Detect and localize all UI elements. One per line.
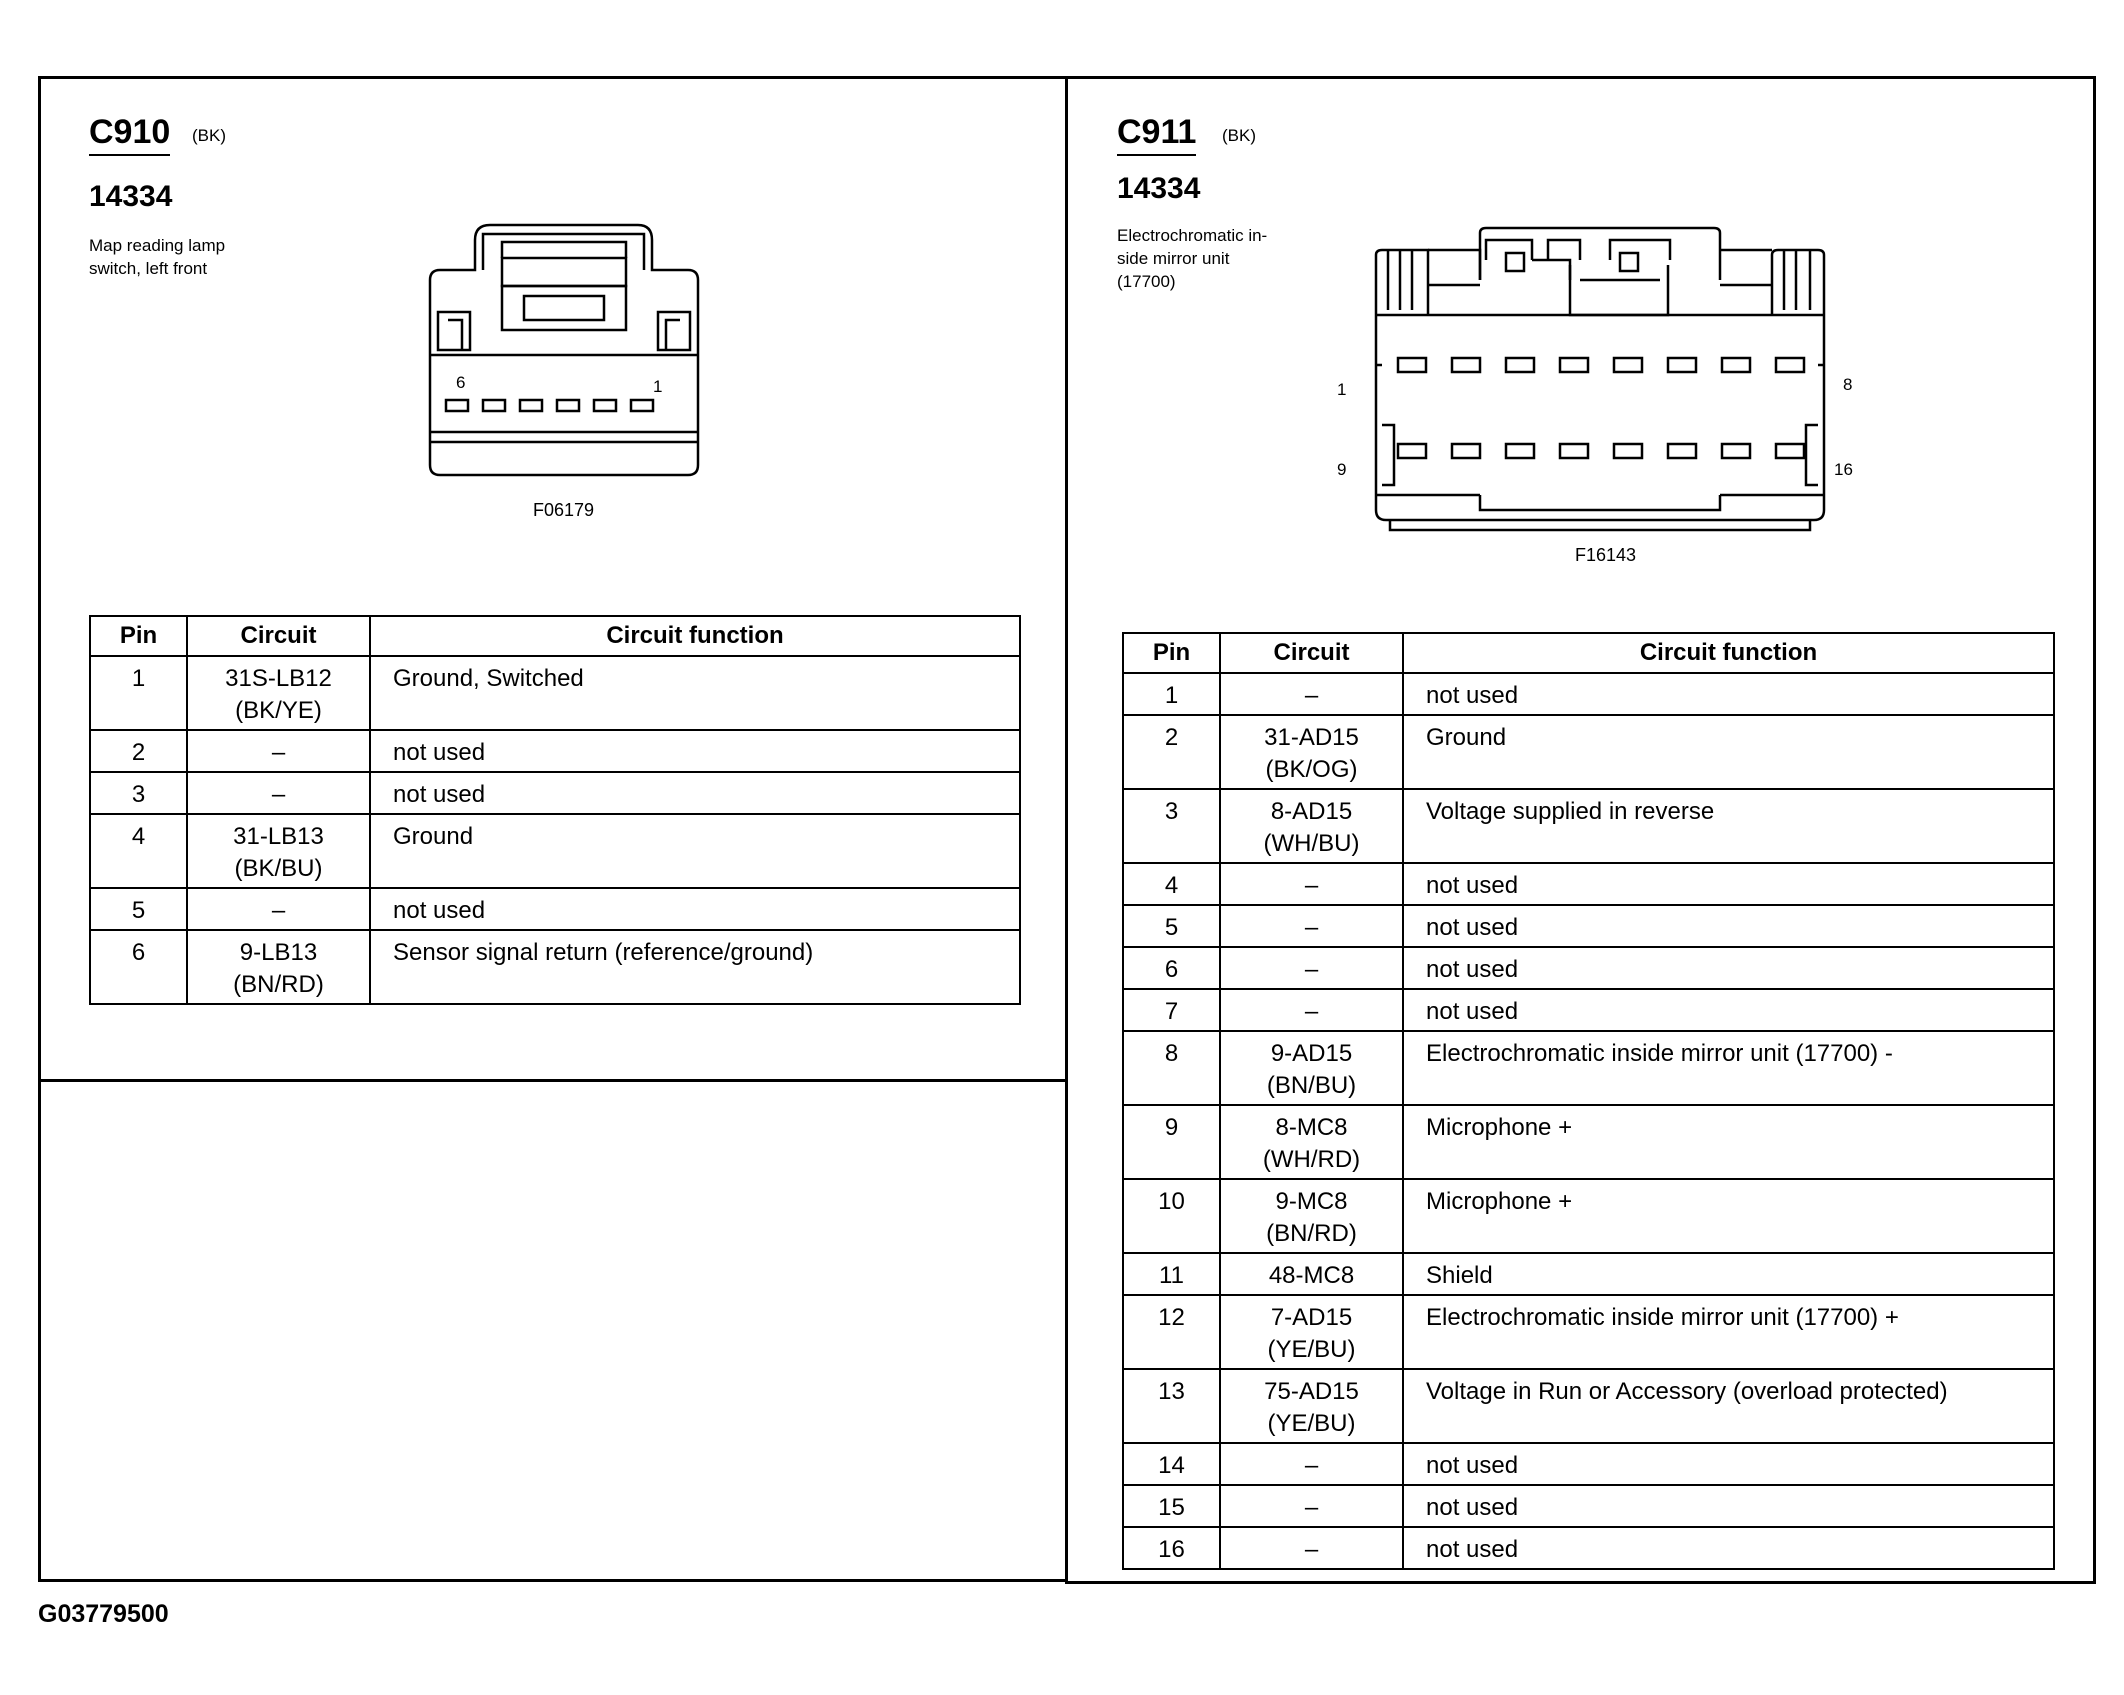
table-row <box>1123 715 2054 789</box>
c911-description: Electrochromatic in- side mirror unit (17700) <box>1117 226 1268 291</box>
table-row <box>90 730 1020 772</box>
c911-connector-id: C911 <box>1117 112 1196 156</box>
header-circuit: Circuit <box>1220 633 1403 673</box>
circuit-cell: 8-AD15 (WH/BU) <box>1220 789 1403 863</box>
function-cell: not used <box>1403 1527 2054 1569</box>
c911-pin-table <box>1122 632 2055 1570</box>
table-row <box>1123 1369 2054 1443</box>
pin-cell: 8 <box>1123 1031 1220 1105</box>
pin-cell: 6 <box>90 930 187 1004</box>
function-cell: Electrochromatic inside mirror unit (17700) - <box>1403 1031 2054 1105</box>
circuit-cell: 7-AD15 (YE/BU) <box>1220 1295 1403 1369</box>
function-cell: not used <box>1403 1485 2054 1527</box>
pin-cell: 2 <box>90 730 187 772</box>
header-pin: Pin <box>1123 633 1220 673</box>
c911-part-number: 14334 <box>1117 172 1201 205</box>
header-circuit-function: Circuit function <box>370 616 1020 656</box>
circuit-cell: 75-AD15 (YE/BU) <box>1220 1369 1403 1443</box>
pin-cell: 3 <box>90 772 187 814</box>
pin-cell: 15 <box>1123 1485 1220 1527</box>
pin-cell: 4 <box>1123 863 1220 905</box>
function-cell: not used <box>1403 1443 2054 1485</box>
pin-cell: 6 <box>1123 947 1220 989</box>
circuit-cell: – <box>1220 1527 1403 1569</box>
header-circuit-function: Circuit function <box>1403 633 2054 673</box>
c910-part-number: 14334 <box>89 180 173 213</box>
function-cell: not used <box>1403 673 2054 715</box>
circuit-cell: – <box>187 772 370 814</box>
circuit-cell: – <box>1220 673 1403 715</box>
circuit-cell: 31-LB13 (BK/BU) <box>187 814 370 888</box>
function-cell: Ground, Switched <box>370 656 1020 730</box>
circuit-cell: – <box>1220 989 1403 1031</box>
table-row <box>90 772 1020 814</box>
table-row <box>1123 863 2054 905</box>
table-row <box>1123 989 2054 1031</box>
c910-connector-color: (BK) <box>192 126 226 145</box>
function-cell: not used <box>1403 905 2054 947</box>
table-row <box>1123 1031 2054 1105</box>
circuit-cell: 9-AD15 (BN/BU) <box>1220 1031 1403 1105</box>
table-row <box>1123 905 2054 947</box>
circuit-cell: 8-MC8 (WH/RD) <box>1220 1105 1403 1179</box>
pin-cell: 16 <box>1123 1527 1220 1569</box>
pin-cell: 11 <box>1123 1253 1220 1295</box>
circuit-cell: – <box>187 888 370 930</box>
table-row <box>1123 1105 2054 1179</box>
c910-pin-table <box>89 615 1021 1005</box>
c911-pin-label-9: 9 <box>1337 460 1347 479</box>
empty-panel <box>38 1079 1068 1582</box>
table-row <box>1123 1527 2054 1569</box>
pin-cell: 10 <box>1123 1179 1220 1253</box>
c910-pin-label-1: 1 <box>653 377 663 396</box>
c911-connector-color: (BK) <box>1222 126 1256 145</box>
c910-connector-diagram <box>420 220 710 480</box>
table-row <box>1123 1295 2054 1369</box>
pin-cell: 9 <box>1123 1105 1220 1179</box>
function-cell: Voltage in Run or Accessory (overload protected) <box>1403 1369 2054 1443</box>
circuit-cell: – <box>187 730 370 772</box>
function-cell: Microphone + <box>1403 1105 2054 1179</box>
c910-figure-id: F06179 <box>533 500 595 520</box>
table-row <box>1123 673 2054 715</box>
circuit-cell: – <box>1220 905 1403 947</box>
circuit-cell: 48-MC8 <box>1220 1253 1403 1295</box>
pin-cell: 14 <box>1123 1443 1220 1485</box>
c910-description: Map reading lamp switch, left front <box>89 236 226 278</box>
table-row <box>1123 1485 2054 1527</box>
function-cell: Electrochromatic inside mirror unit (17700) + <box>1403 1295 2054 1369</box>
c911-pin-label-16: 16 <box>1834 460 1853 479</box>
circuit-cell: – <box>1220 1443 1403 1485</box>
function-cell: not used <box>1403 947 2054 989</box>
table-row <box>90 814 1020 888</box>
table-row <box>90 930 1020 1004</box>
function-cell: not used <box>370 730 1020 772</box>
circuit-cell: – <box>1220 1485 1403 1527</box>
circuit-cell: – <box>1220 863 1403 905</box>
circuit-cell: 9-LB13 (BN/RD) <box>187 930 370 1004</box>
table-row <box>1123 1253 2054 1295</box>
table-row <box>1123 947 2054 989</box>
circuit-cell: 31S-LB12 (BK/YE) <box>187 656 370 730</box>
function-cell: not used <box>370 888 1020 930</box>
c911-connector-diagram <box>1370 225 1830 535</box>
c910-connector-id: C910 <box>89 112 170 156</box>
table-row <box>1123 1179 2054 1253</box>
pin-cell: 4 <box>90 814 187 888</box>
function-cell: Ground <box>1403 715 2054 789</box>
pin-cell: 5 <box>90 888 187 930</box>
function-cell: Microphone + <box>1403 1179 2054 1253</box>
table-row <box>1123 789 2054 863</box>
table-row <box>1123 1443 2054 1485</box>
function-cell: not used <box>1403 989 2054 1031</box>
table-row <box>90 656 1020 730</box>
circuit-cell: – <box>1220 947 1403 989</box>
circuit-cell: 9-MC8 (BN/RD) <box>1220 1179 1403 1253</box>
pin-cell: 7 <box>1123 989 1220 1031</box>
pin-cell: 3 <box>1123 789 1220 863</box>
pin-cell: 1 <box>90 656 187 730</box>
header-circuit: Circuit <box>187 616 370 656</box>
pin-cell: 13 <box>1123 1369 1220 1443</box>
function-cell: not used <box>1403 863 2054 905</box>
c910-pin-label-6: 6 <box>456 373 466 392</box>
pin-cell: 5 <box>1123 905 1220 947</box>
c911-pin-label-1: 1 <box>1337 380 1347 399</box>
function-cell: not used <box>370 772 1020 814</box>
circuit-cell: 31-AD15 (BK/OG) <box>1220 715 1403 789</box>
figure-reference-id: G03779500 <box>38 1600 169 1628</box>
function-cell: Ground <box>370 814 1020 888</box>
function-cell: Shield <box>1403 1253 2054 1295</box>
c911-pin-label-8: 8 <box>1843 375 1853 394</box>
pin-cell: 1 <box>1123 673 1220 715</box>
function-cell: Sensor signal return (reference/ground) <box>370 930 1020 1004</box>
table-row <box>90 888 1020 930</box>
function-cell: Voltage supplied in reverse <box>1403 789 2054 863</box>
pin-cell: 2 <box>1123 715 1220 789</box>
c911-figure-id: F16143 <box>1575 545 1637 565</box>
pin-cell: 12 <box>1123 1295 1220 1369</box>
header-pin: Pin <box>90 616 187 656</box>
